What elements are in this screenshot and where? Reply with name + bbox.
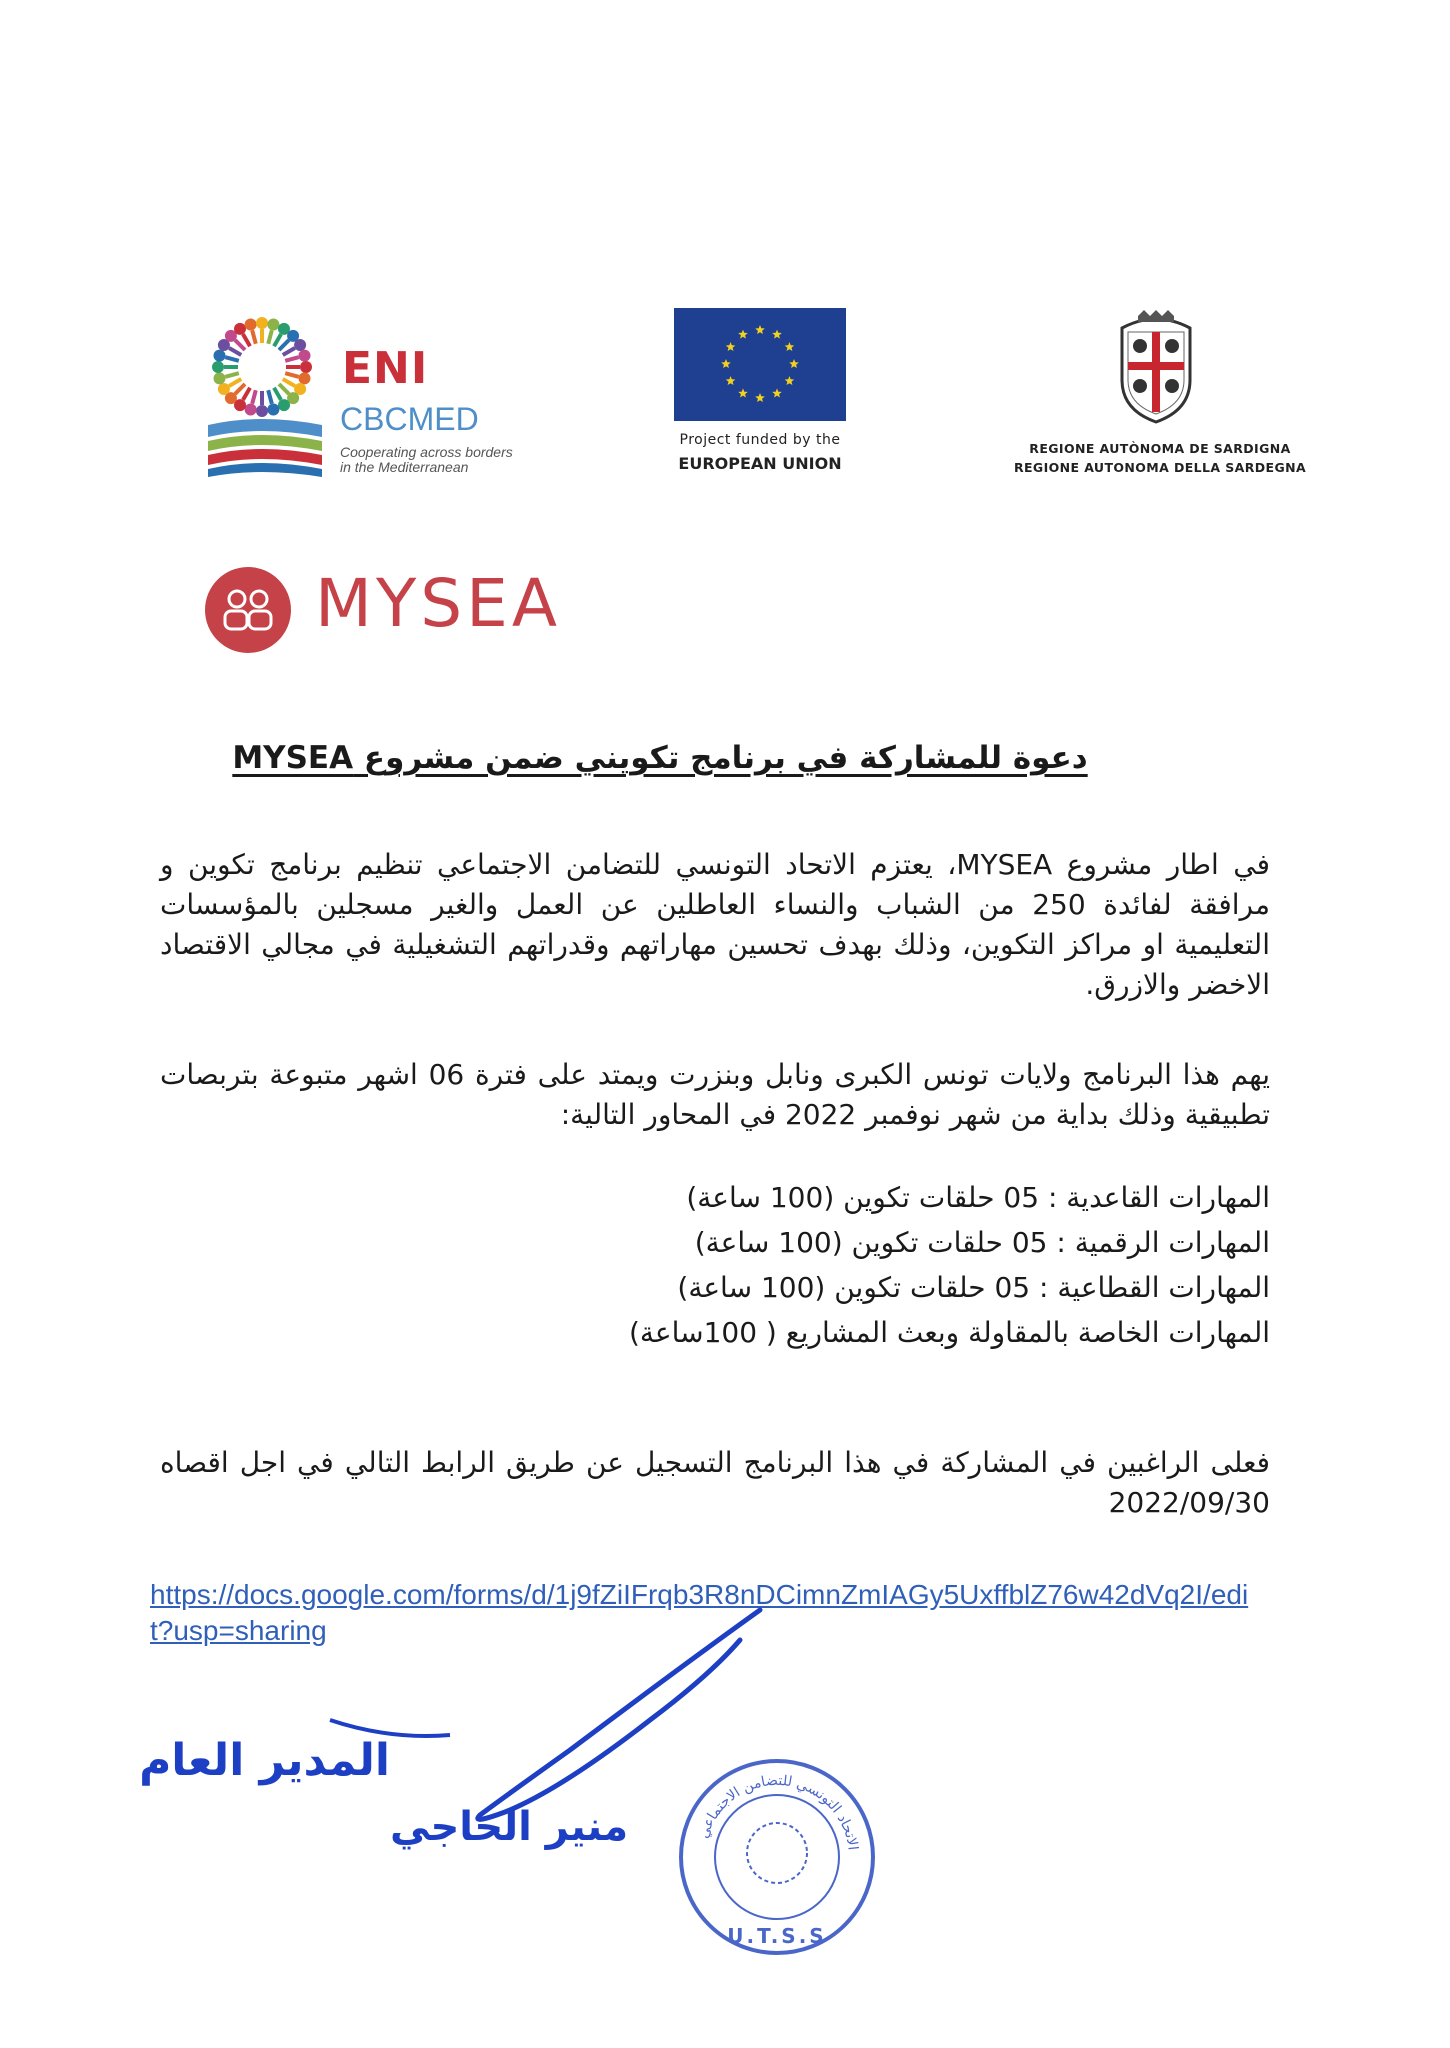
eni-tagline xyxy=(340,445,513,475)
stamp-text: الاتحاد التونسي للتضامن الاجتماعي xyxy=(695,1772,861,1852)
skills-item-sectoral: المهارات القطاعية : 05 حلقات تكوين (100 ساعة) xyxy=(677,1271,1270,1304)
eni-subtitle: CBCMED xyxy=(340,401,479,437)
eu-caption-line-1: Project funded by the xyxy=(679,432,841,448)
stamp-abbr: U.T.S.S xyxy=(727,1924,827,1948)
registration-paragraph: فعلى الراغبين في المشاركة في هذا البرنامج التسجيل عن طريق الرابط التالي في اجل اقصاه 2022/09/30 xyxy=(160,1446,1270,1519)
skills-item-entrepreneurship: المهارات الخاصة بالمقاولة وبعث المشاريع ( 100ساعة) xyxy=(628,1316,1270,1349)
sardegna-caption-line-1: REGIONE AUTÒNOMA DE SARDIGNA xyxy=(1029,441,1291,456)
skills-list xyxy=(160,1175,1270,1355)
official-stamp xyxy=(675,1755,880,1960)
eu-star-icon xyxy=(738,330,748,339)
eu-star-icon xyxy=(738,388,748,397)
eni-sun-icon xyxy=(200,305,330,485)
eu-star-icon xyxy=(785,376,795,385)
skills-item-digital: المهارات الرقمية : 05 حلقات تكوين (100 ساعة) xyxy=(694,1226,1270,1259)
skills-item-basic: المهارات القاعدية : 05 حلقات تكوين (100 ساعة) xyxy=(686,1181,1270,1214)
eu-star-icon xyxy=(755,393,765,402)
signature-title: المدير العام xyxy=(139,1735,390,1786)
mysea-people-icon xyxy=(205,567,291,653)
eu-star-icon xyxy=(785,342,795,351)
eu-caption-line-2: EUROPEAN UNION xyxy=(678,454,842,473)
signature-name: منير الحاجي xyxy=(390,1804,629,1850)
program-paragraph: يهم هذا البرنامج ولايات تونس الكبرى ونابل وبنزرت ويمتد على فترة 06 اشهر متبوعة بتربصات تطبيقية وذلك بداية من شهر نوفمبر 2022 في المحاور التالية: xyxy=(160,1058,1270,1131)
eu-logo xyxy=(672,306,852,481)
eu-star-icon xyxy=(772,330,782,339)
eni-tagline-line-1: Cooperating across borders xyxy=(340,444,513,460)
eu-star-icon xyxy=(726,376,736,385)
sardegna-shield-icon xyxy=(1108,310,1204,425)
eni-cbcmed-logo xyxy=(200,305,540,485)
mysea-logo xyxy=(205,565,625,655)
mysea-wordmark: MYSEA xyxy=(315,565,562,642)
eu-star-icon xyxy=(721,359,731,368)
sardegna-logo xyxy=(1000,305,1320,485)
eu-flag-icon xyxy=(674,308,846,421)
eu-star-icon xyxy=(772,388,782,397)
intro-paragraph: في اطار مشروع MYSEA، يعتزم الاتحاد التونسي للتضامن الاجتماعي تنظيم برنامج تكوين و مرافقة لفائدة 250 من الشباب والنساء العاطلين عن العمل والغير مسجلين بالمؤسسات التعليمية او مراكز التكوين، وذلك بهدف تحسين مهاراتهم وقدراتهم التشغيلية في مجالي الاقتصاد الاخضر والازرق. xyxy=(160,848,1270,1001)
sardegna-caption-line-2: REGIONE AUTONOMA DELLA SARDEGNA xyxy=(1013,460,1307,475)
eu-star-icon xyxy=(726,342,736,351)
eni-wordmark: ENI xyxy=(342,343,429,394)
eu-star-icon xyxy=(755,325,765,334)
eu-star-icon xyxy=(789,359,799,368)
eni-tagline-line-2: in the Mediterranean xyxy=(340,459,469,475)
registration-form-link[interactable]: https://docs.google.com/forms/d/1j9fZiIFrqb3R8nDCimnZmIAGy5UxffblZ76w42dVq2I/edit?usp=sharing xyxy=(150,1579,1249,1646)
document-title: دعوة للمشاركة في برنامج تكويني ضمن مشروع MYSEA xyxy=(232,740,1088,776)
